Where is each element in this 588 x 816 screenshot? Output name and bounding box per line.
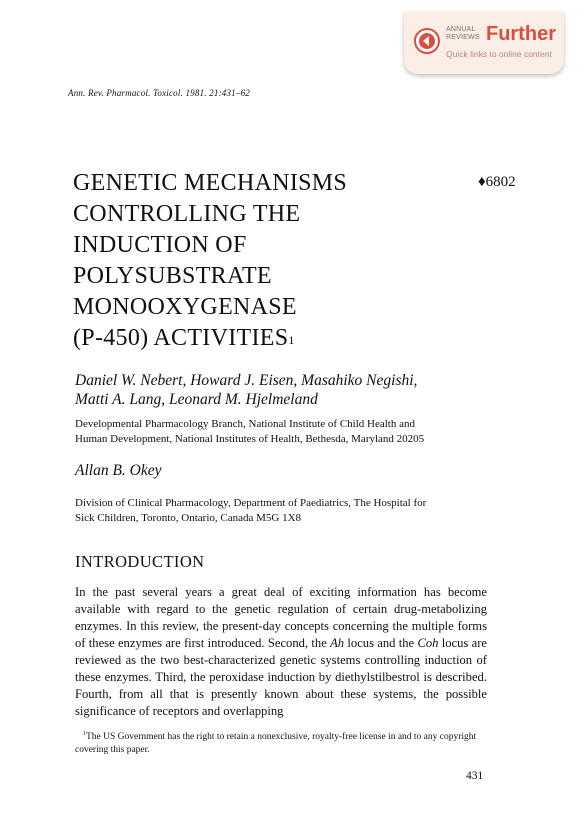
affiliation-primary: Developmental Pharmacology Branch, National Institute of Child Health and Human Development, National Institutes of Health, Bethesda, Maryland 20205 bbox=[75, 418, 425, 445]
section-heading-introduction: INTRODUCTION bbox=[75, 552, 205, 571]
title-footnote-marker: 1 bbox=[288, 333, 295, 347]
footnote: $^1$The US Government has the right to retain a nonexclusive, royalty-free license in and to any copyright covering this paper. bbox=[75, 731, 477, 756]
introduction-paragraph: In the past several years a great deal of exciting information has become available with regard to the genetic regulation of certain drug-metabolizing enzymes. In this review, the present-day concepts concerning the multiple forms of these enzymes are first introduced. Second, the Ah locus and the Coh locus are reviewed as the two best-characterized genetic systems controlling induction of these enzymes. Third, the peroxidase induction by diethylstilbestrol is described. Fourth, from all that is presently known about these systems, the possible significance of receptors and overlapping bbox=[75, 585, 488, 718]
title-line: POLYSUBSTRATE bbox=[73, 263, 272, 289]
author-list-primary: Daniel W. Nebert, Howard J. Eisen, Masahiko Negishi, Matti A. Lang, Leonard M. Hjelmeland bbox=[75, 372, 418, 408]
article-code-number: ♦6802 bbox=[478, 174, 516, 190]
coh-locus-term: Coh bbox=[417, 636, 439, 650]
title-line: INDUCTION OF bbox=[73, 232, 247, 258]
badge-subtitle: Quick links to online content bbox=[446, 49, 552, 59]
footnote-marker: 1 bbox=[83, 731, 86, 737]
journal-reference: Ann. Rev. Pharmacol. Toxicol. 1981. 21:431–62 bbox=[68, 88, 250, 98]
article-title bbox=[73, 168, 413, 354]
title-line: CONTROLLING THE bbox=[73, 201, 301, 227]
further-label: Further bbox=[486, 23, 556, 45]
title-line: MONOOXYGENASE bbox=[73, 294, 297, 320]
page-number: 431 bbox=[466, 770, 484, 782]
affiliation-secondary: Division of Clinical Pharmacology, Department of Paediatrics, The Hospital for Sick Children, Toronto, Ontario, Canada M5G 1X8 bbox=[75, 497, 427, 524]
title-line: GENETIC MECHANISMS bbox=[73, 170, 348, 196]
annual-reviews-logo-text: ANNUAL REVIEWS bbox=[446, 26, 480, 41]
play-arrow-icon bbox=[414, 28, 440, 54]
ah-locus-term: Ah bbox=[330, 636, 345, 650]
annual-reviews-further-badge[interactable] bbox=[404, 12, 564, 74]
author-list-secondary: Allan B. Okey bbox=[75, 462, 162, 479]
title-line: (P-450) ACTIVITIES$^1$ bbox=[73, 325, 295, 351]
